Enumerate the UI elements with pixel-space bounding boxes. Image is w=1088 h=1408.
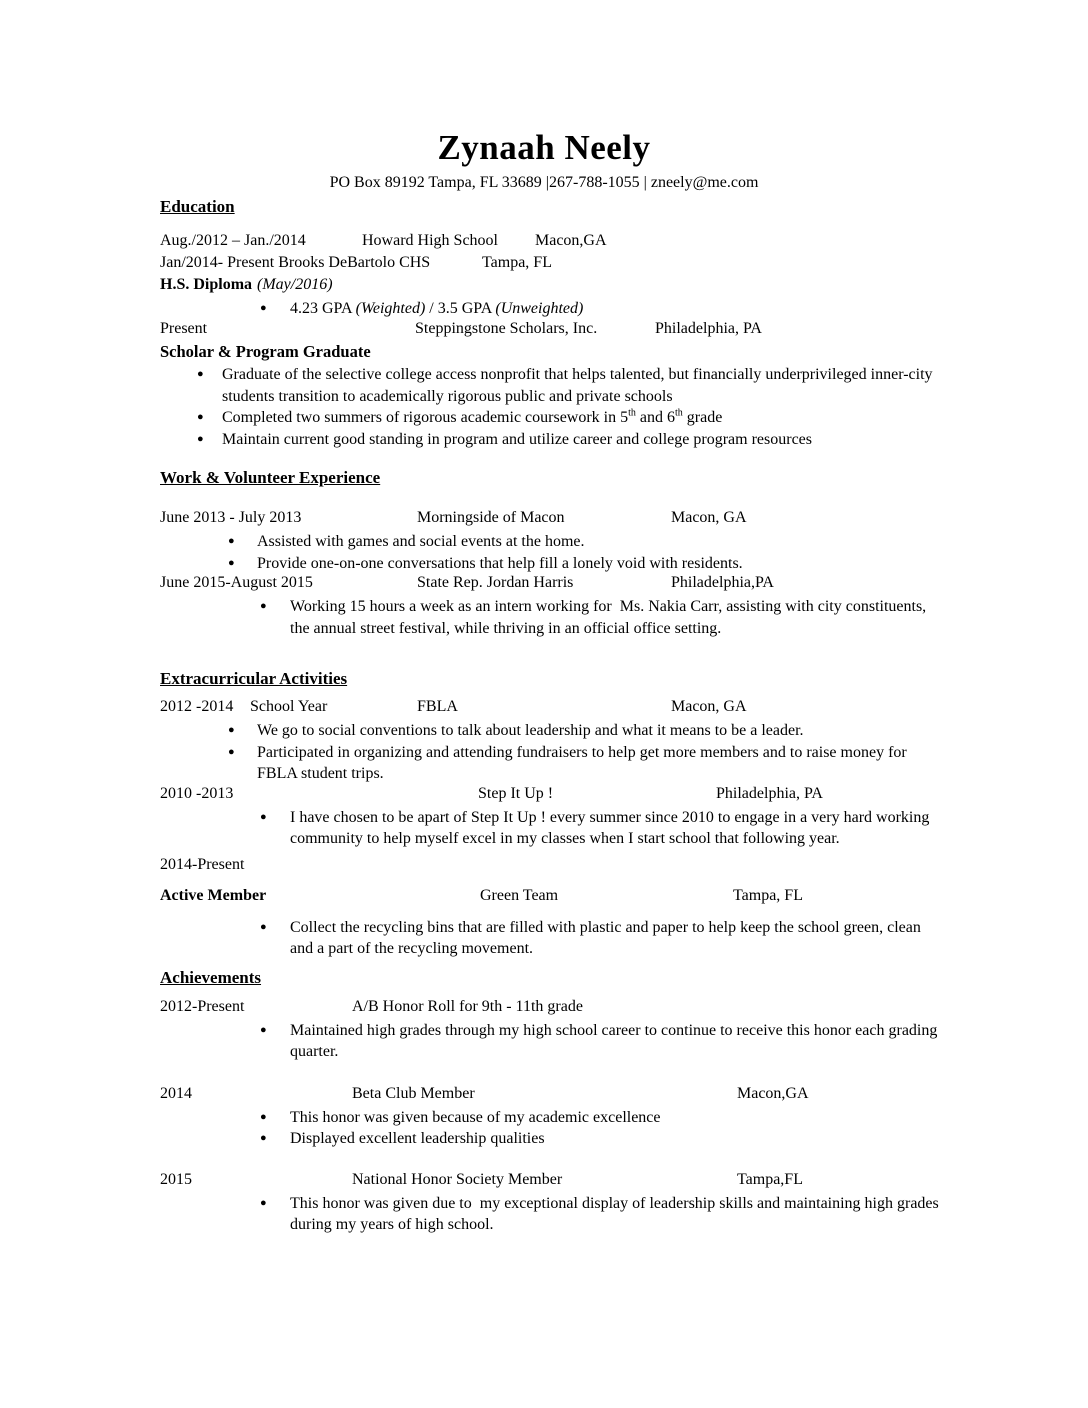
bullet-text: Participated in organizing and attending fundraisers to help get more members and to raise money for FBLA student trips. — [257, 743, 911, 782]
education-bullet — [160, 407, 940, 429]
work-bullet — [160, 596, 940, 639]
section-heading-education: Education — [160, 197, 235, 216]
achievement-title: A/B Honor Roll for 9th - 11th grade — [352, 997, 583, 1015]
activity-dates-row — [160, 856, 940, 878]
work-bullet — [160, 531, 940, 553]
coursework-text: Completed two summers of rigorous academic coursework in 5 — [222, 409, 629, 426]
education-dates: Aug./2012 – Jan./2014 — [160, 232, 306, 249]
education-org: Steppingstone Scholars, Inc. — [415, 320, 598, 337]
achievement-title: Beta Club Member — [352, 1084, 475, 1102]
scholar-program-subheading: Scholar & Program Graduate — [160, 342, 371, 361]
ordinal-suffix: th — [628, 407, 636, 419]
achievement-location: Macon,GA — [737, 1084, 809, 1102]
bullet-icon — [260, 1107, 267, 1129]
achievement-dates: 2014 — [160, 1084, 192, 1102]
activity-bullet — [160, 807, 940, 850]
achievement-title: National Honor Society Member — [352, 1170, 563, 1188]
activity-dates: 2010 -2013 — [160, 784, 234, 802]
bullet-text: Assisted with games and social events at the home. — [257, 533, 585, 550]
bullet-icon — [260, 596, 267, 618]
bullet-icon — [260, 917, 267, 939]
activity-org: FBLA — [417, 698, 458, 715]
gpa-bullet — [160, 298, 940, 320]
section-heading-extracurricular: Extracurricular Activities — [160, 669, 348, 688]
bullet-icon — [260, 298, 267, 320]
bullet-text — [222, 409, 722, 426]
achievement-row-honor-roll — [160, 998, 940, 1020]
bullet-text: Maintain current good standing in program and utilize career and college program resources — [222, 430, 812, 448]
achievement-dates: 2012-Present — [160, 997, 245, 1015]
achievement-row-nhs — [160, 1171, 940, 1193]
person-name: Zynaah Neely — [437, 128, 651, 167]
section-heading-work: Work & Volunteer Experience — [160, 468, 381, 487]
education-dates-school: Jan/2014- Present Brooks DeBartolo CHS — [160, 254, 431, 271]
achievement-bullet — [160, 1128, 940, 1150]
bullet-text: Displayed excellent leadership qualities — [290, 1130, 545, 1147]
bullet-text: Maintained high grades through my high school career to continue to receive this honor each grading quarter. — [290, 1021, 942, 1060]
activity-org: Step It Up ! — [478, 784, 554, 802]
achievement-bullet — [160, 1107, 940, 1129]
achievement-bullet — [160, 1193, 943, 1236]
bullet-icon — [228, 720, 235, 742]
work-dates: June 2013 - July 2013 — [160, 509, 302, 526]
bullet-icon — [260, 1128, 267, 1150]
achievement-row-beta-club — [160, 1085, 940, 1107]
coursework-text: grade — [682, 409, 723, 426]
bullet-icon — [228, 531, 235, 553]
bullet-text: Provide one-on-one conversations that help fill a lonely void with residents. — [257, 554, 743, 572]
achievement-location: Tampa,FL — [737, 1170, 803, 1188]
bullet-text: This honor was given due to my exceptional display of leadership skills and maintaining high grades during my years of high school. — [290, 1194, 943, 1233]
contact-info: PO Box 89192 Tampa, FL 33689 |267-788-1055 | zneely@me.com — [329, 174, 759, 191]
gpa-weighted-value: 4.23 GPA — [290, 300, 356, 317]
education-bullet — [160, 429, 940, 451]
education-location: Philadelphia, PA — [655, 320, 762, 337]
bullet-text: Collect the recycling bins that are filled with plastic and paper to help keep the school green, clean and a part of the recycling movement. — [290, 918, 929, 957]
activity-bullet — [160, 917, 940, 960]
diploma-date: (May/2016) — [257, 276, 333, 293]
bullet-icon — [260, 1193, 267, 1215]
activity-location: Macon, GA — [671, 698, 747, 715]
bullet-icon — [260, 807, 267, 829]
coursework-text: and 6 — [635, 409, 676, 426]
achievement-dates: 2015 — [160, 1170, 192, 1188]
activity-row-step-it-up — [160, 785, 940, 807]
education-row-steppingstone — [160, 320, 940, 342]
gpa-text — [290, 300, 583, 317]
work-dates: June 2015-August 2015 — [160, 574, 313, 591]
work-org: Morningside of Macon — [417, 509, 565, 526]
work-row-state-rep — [160, 574, 940, 596]
activity-bullet — [160, 742, 940, 785]
gpa-unweighted-label: (Unweighted) — [495, 300, 584, 317]
diploma-line — [160, 276, 333, 294]
ordinal-suffix: th — [675, 407, 683, 419]
bullet-icon — [228, 553, 235, 575]
work-row-morningside — [160, 509, 940, 531]
activity-location: Tampa, FL — [733, 886, 803, 904]
activity-label: School Year — [250, 698, 328, 715]
bullet-text: We go to social conventions to talk about leadership and what it means to be a leader. — [257, 722, 804, 739]
education-row-howard — [160, 232, 940, 254]
bullet-icon — [197, 407, 204, 429]
education-location: Macon,GA — [535, 232, 607, 249]
work-org: State Rep. Jordan Harris — [417, 574, 574, 591]
work-location: Philadelphia,PA — [671, 574, 774, 591]
education-bullet — [160, 364, 940, 407]
bullet-text: I have chosen to be apart of Step It Up ! every summer since 2010 to engage in a very hard working community to help myself excel in my classes when I start school that following year. — [290, 808, 934, 847]
bullet-text: Graduate of the selective college access nonprofit that helps talented, but financially underprivileged inner-city students transition to academically rigorous public and private schools — [222, 366, 937, 405]
gpa-unweighted-value: / 3.5 GPA — [425, 300, 496, 317]
activity-location: Philadelphia, PA — [716, 784, 823, 802]
activity-row-fbla — [160, 698, 940, 720]
bullet-text: This honor was given because of my academic excellence — [290, 1108, 661, 1126]
section-heading-achievements: Achievements — [160, 967, 262, 987]
education-school: Howard High School — [362, 232, 498, 249]
education-row-brooks — [160, 254, 940, 276]
activity-dates: 2012 -2014 — [160, 698, 234, 715]
work-location: Macon, GA — [671, 509, 747, 526]
gpa-weighted-label: (Weighted) — [355, 300, 426, 317]
resume-header — [0, 0, 1088, 193]
activity-role: Active Member — [160, 886, 267, 904]
activity-org: Green Team — [480, 886, 559, 904]
activity-row-green-team — [160, 887, 940, 909]
bullet-icon — [228, 742, 235, 764]
bullet-icon — [197, 364, 204, 386]
education-dates: Present — [160, 320, 208, 337]
bullet-icon — [197, 429, 204, 451]
bullet-icon — [260, 1020, 267, 1042]
education-diploma-row — [160, 276, 940, 298]
education-location: Tampa, FL — [482, 254, 552, 271]
diploma-title: H.S. Diploma — [160, 276, 253, 293]
bullet-text: Working 15 hours a week as an intern working for Ms. Nakia Carr, assisting with city constituents, the annual street festival, while thriving in an official office setting. — [290, 598, 931, 637]
activity-dates: 2014-Present — [160, 855, 245, 873]
achievement-bullet — [160, 1020, 940, 1063]
activity-bullet — [160, 720, 940, 742]
work-bullet — [160, 553, 940, 575]
resume-body — [160, 197, 943, 1236]
